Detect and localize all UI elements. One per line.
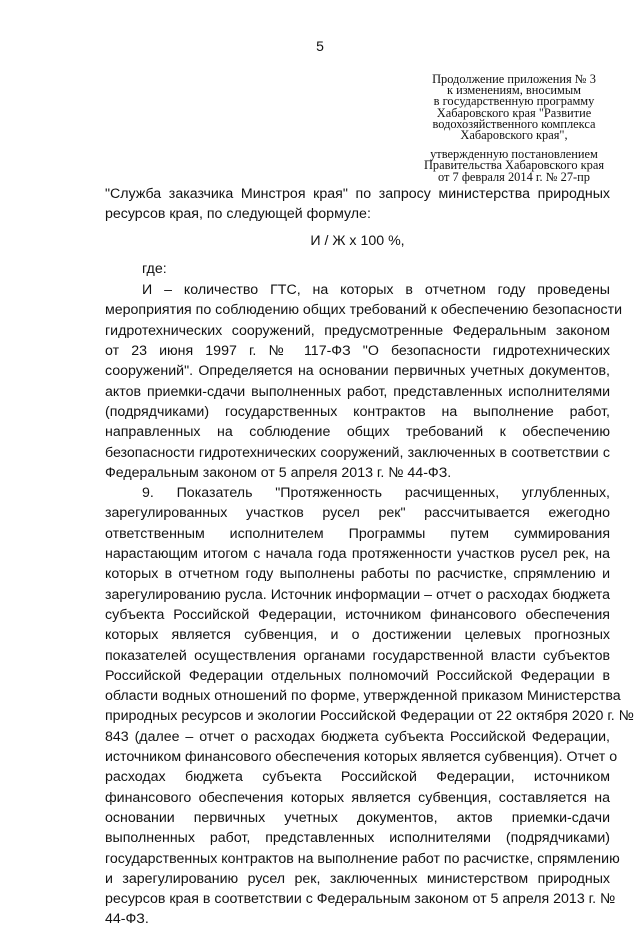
text-line: нарастающим итогом с начала года протяженности участков русел рек, на	[105, 546, 610, 563]
paragraph-i-definition	[105, 280, 623, 483]
text-line: субъекта Российской Федерации, источником финансового обеспечения	[105, 606, 610, 623]
header-line: водохозяйственного комплекса	[432, 116, 596, 131]
text-line: "Служба заказчика Минстроя края" по запросу министерства природных	[105, 186, 610, 202]
text-line: от 23 июня 1997 г. № 117-ФЗ "О безопасности гидротехнических	[105, 343, 610, 360]
text-line: финансового обеспечения которых является субвенция, составляется на	[105, 789, 610, 806]
header-line: утвержденную постановлением	[430, 147, 598, 162]
text-line: зарегулированию русла. Источник информации – отчет о расходах бюджета	[105, 586, 610, 603]
text-line: показателей осуществления органами государственной власти субъектов	[105, 647, 610, 664]
page-number: 5	[316, 38, 324, 54]
text-line: актов приемки-сдачи выполненных работ, представленных исполнителями	[105, 383, 610, 400]
text-line: которых в отчетном году выполнены работы по расчистке, спрямлению и	[105, 566, 610, 583]
header-line: от 7 февраля 2014 г. № 27-пр	[437, 169, 591, 184]
header-line: Хабаровского края "Развитие	[436, 105, 592, 120]
text-line: 9. Показатель "Протяженность расчищенных, углубленных,	[142, 485, 610, 502]
text-line: которых является субвенция, и о достижении целевых прогнозных	[105, 627, 610, 644]
text-line: ресурсов края, по следующей формуле:	[105, 206, 371, 223]
text-line: мероприятия по соблюдению общих требований к обеспечению безопасности	[105, 302, 623, 319]
paragraph-9	[105, 483, 634, 930]
header-line: к изменениям, вносимым	[446, 83, 582, 98]
text-line: направленных на соблюдение общих требований к обеспечению	[105, 424, 610, 441]
text-line: И – количество ГТС, на которых в отчетном году проведены	[142, 282, 610, 299]
header-line: Продолжение приложения № 3	[432, 72, 596, 86]
text-line: основании первичных учетных документов, актов приемки-сдачи	[105, 809, 610, 826]
text-line: зарегулированных участков русел рек" рассчитывается ежегодно	[105, 505, 610, 522]
text-line: безопасности гидротехнических сооружений, заключенных в соответствии с	[105, 444, 610, 461]
text-line: Российской Федерации отдельных полномочий Российской Федерации в	[105, 667, 610, 684]
document-body	[105, 184, 634, 930]
formula: И / Ж х 100 %,	[310, 232, 405, 249]
text-line: и зарегулированию русел рек, заключенных министерством природных	[105, 870, 610, 887]
text-line: выполненных работ, представленных исполнителями (подрядчиками)	[105, 830, 610, 847]
appendix-header	[410, 74, 618, 183]
text-line: государственных контрактов на выполнение работ по расчистке, спрямлению	[105, 850, 620, 867]
text-line: ресурсов края в соответствии с Федеральным законом от 5 апреля 2013 г. №	[105, 891, 616, 908]
text-line: Федеральным законом от 5 апреля 2013 г. № 44-ФЗ.	[105, 464, 452, 481]
header-line: Хабаровского края",	[460, 128, 568, 143]
text-line: гидротехнических сооружений, предусмотренные Федеральным законом	[105, 322, 610, 339]
text-line: 843 (далее – отчет о расходах бюджета субъекта Российской Федерации,	[105, 728, 610, 745]
text-line: расходах бюджета субъекта Российской Федерации, источником	[105, 769, 610, 786]
text-line: (подрядчиками) государственных контрактов на выполнение работ,	[105, 403, 610, 420]
intro-paragraph	[105, 184, 610, 225]
header-line: в государственную программу	[433, 94, 595, 109]
text-line: источником финансового обеспечения которых является субвенция). Отчет о	[105, 749, 618, 766]
where-label: где:	[142, 260, 167, 277]
header-line: Правительства Хабаровского края	[423, 158, 605, 173]
text-line: 44-ФЗ.	[105, 911, 149, 928]
text-line: сооружений". Определяется на основании первичных учетных документов,	[105, 363, 610, 380]
text-line: природных ресурсов и экологии Российской Федерации от 22 октября 2020 г. №	[105, 708, 634, 725]
text-line: области водных отношений по форме, утвержденной приказом Министерства	[105, 688, 621, 705]
text-line: ответственным исполнителем Программы путем суммирования	[105, 525, 610, 542]
